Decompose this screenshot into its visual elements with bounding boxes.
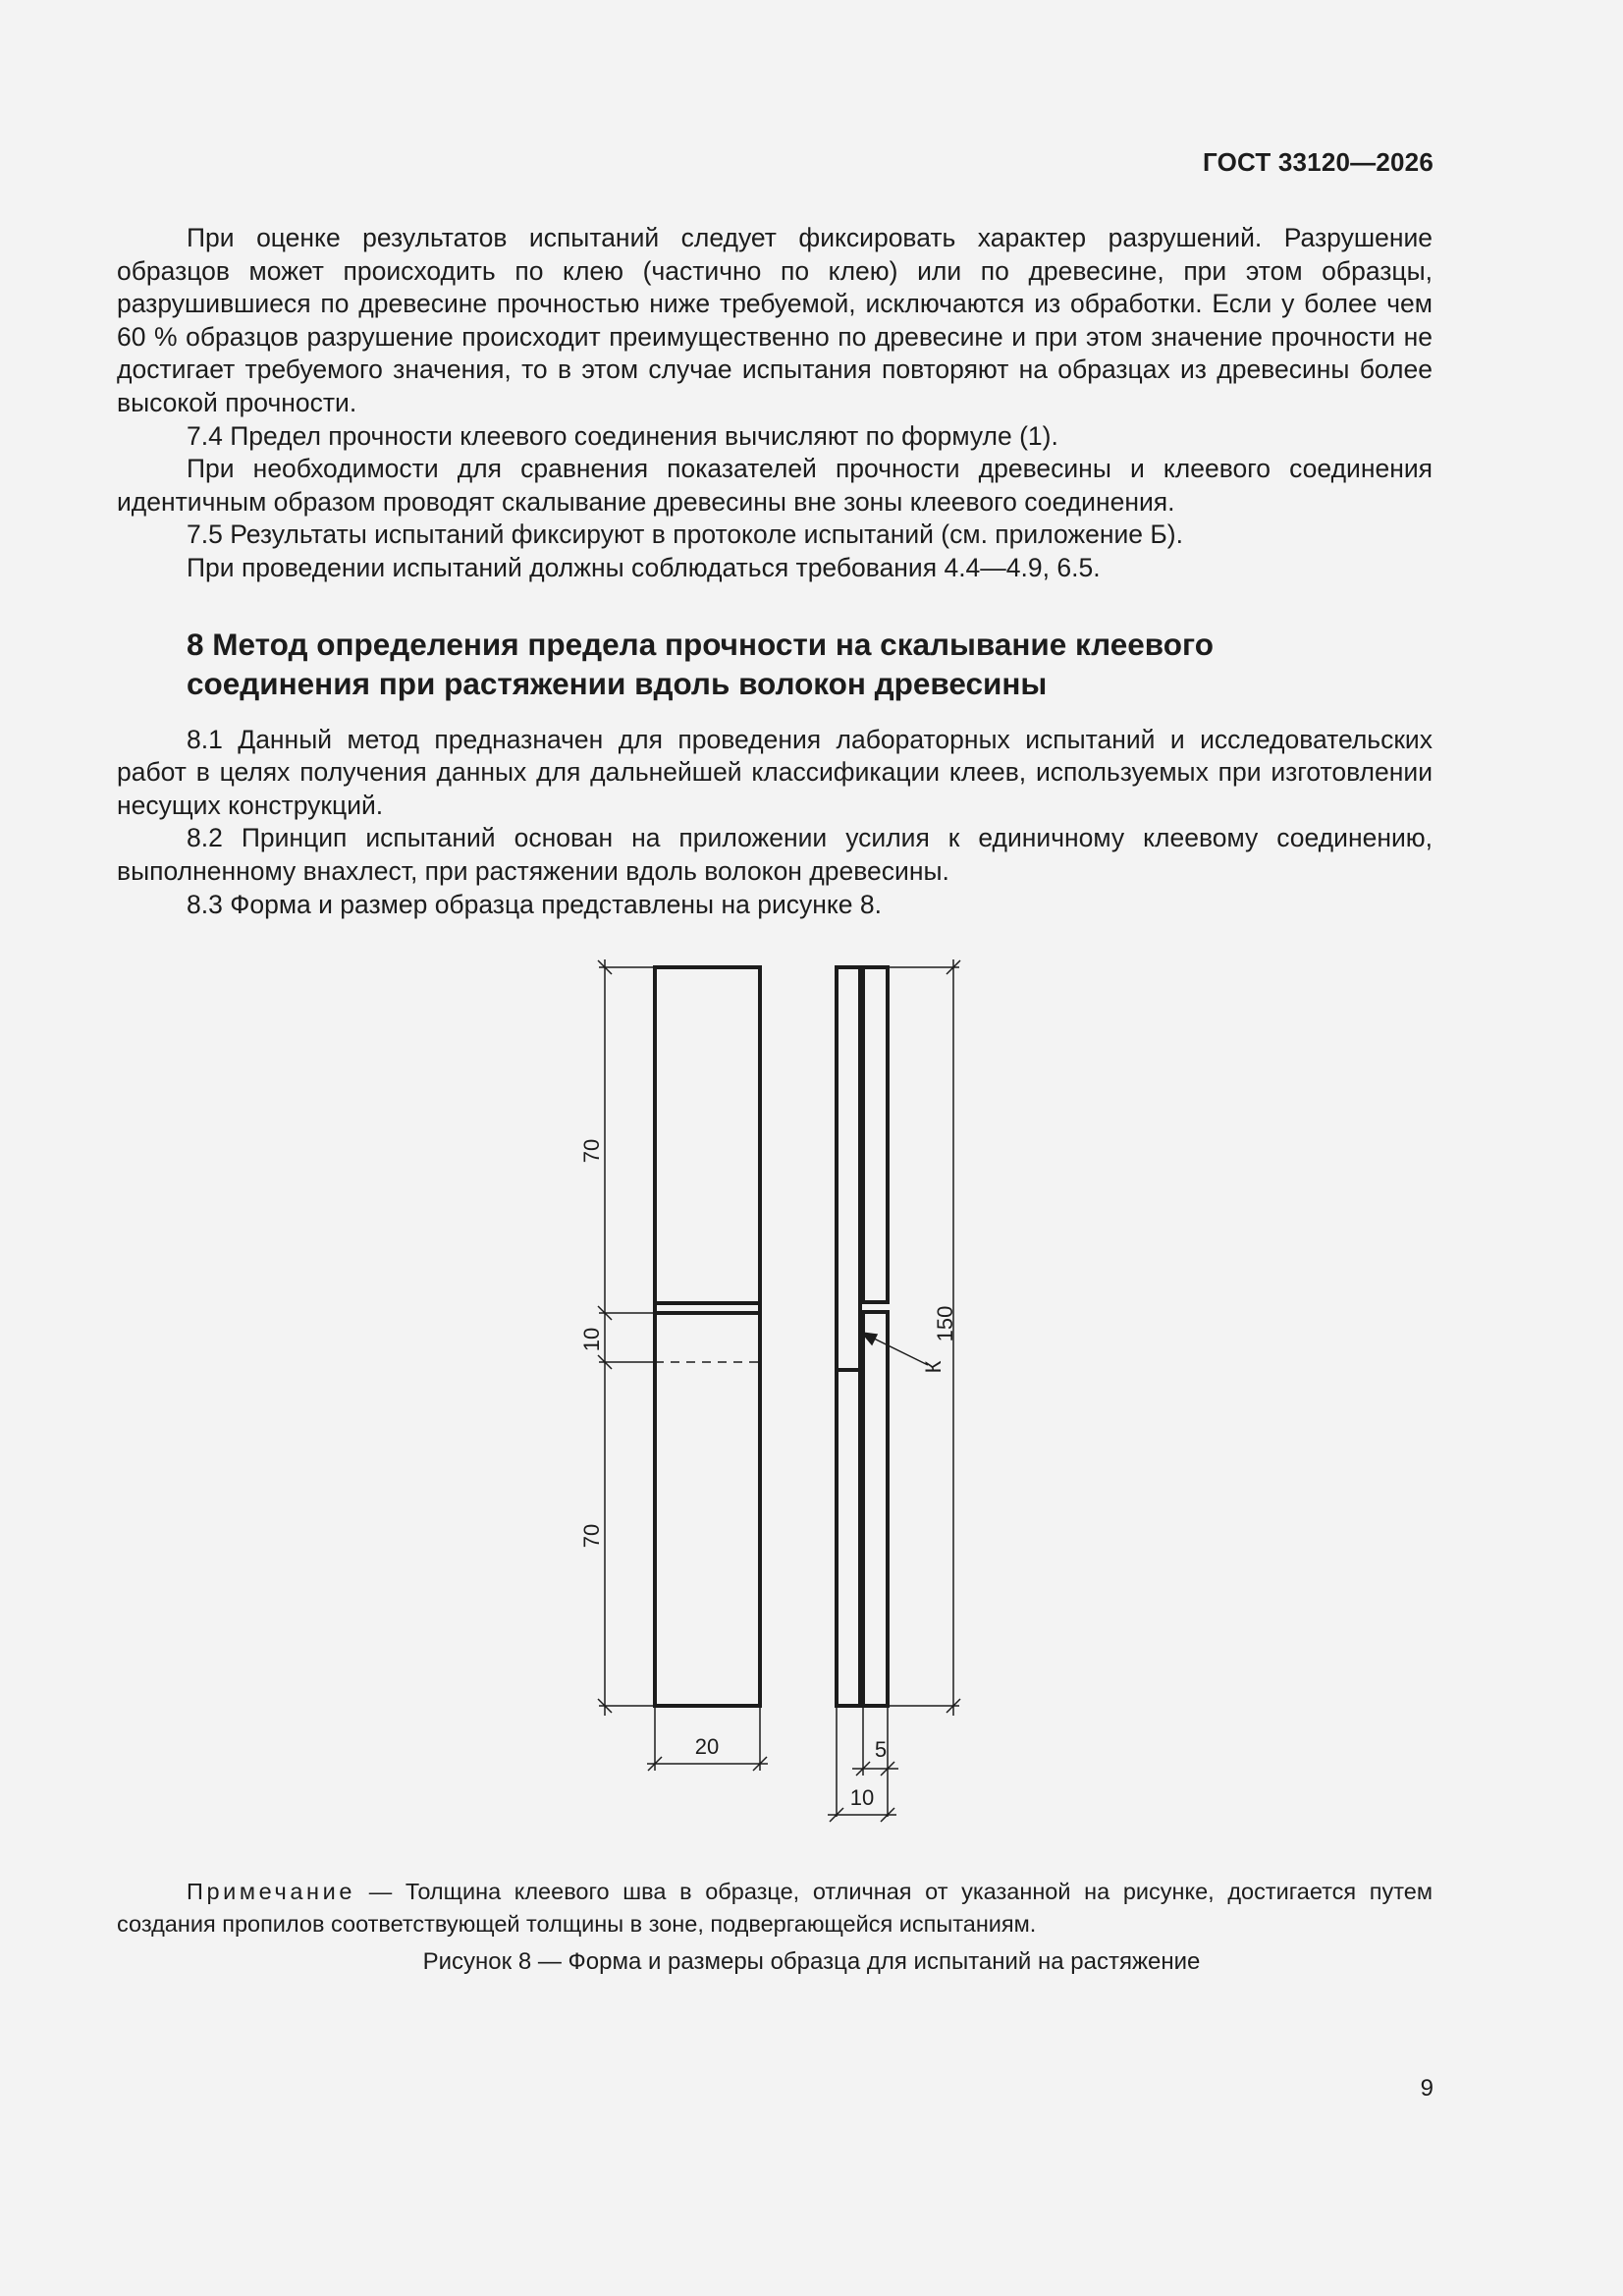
figure-caption: Рисунок 8 — Форма и размеры образца для испытаний на растяжение bbox=[422, 1948, 1201, 1975]
page-number: 9 bbox=[1420, 2075, 1434, 2102]
note-text: — Толщина клеевого шва в образце, отличная от указанной на рисунке, достигается путем создания пропилов соответствующей толщины в зоне, подвергающейся испытаниям. bbox=[117, 1879, 1433, 1937]
dimension-width: 20 bbox=[694, 1734, 720, 1759]
paragraph: При проведении испытаний должны соблюдаться требования 4.4—4.9, 6.5. bbox=[187, 552, 1101, 582]
front-view bbox=[655, 967, 760, 1706]
figure-note bbox=[117, 1876, 1433, 1941]
document-code: ГОСТ 33120—2026 bbox=[1203, 147, 1434, 177]
paragraph: 7.5 Результаты испытаний фиксируют в протоколе испытаний (см. приложение Б). bbox=[187, 519, 1183, 550]
dimension-middle: 10 bbox=[579, 1327, 604, 1352]
side-view bbox=[837, 967, 888, 1706]
total-thickness-dimension bbox=[828, 1808, 896, 1822]
specimen-drawing bbox=[550, 943, 1001, 1827]
body-text bbox=[117, 222, 1433, 921]
dimension-top: 70 bbox=[579, 1138, 604, 1164]
dimension-bottom: 70 bbox=[579, 1523, 604, 1549]
glue-line-leader bbox=[862, 1333, 928, 1365]
label-k: К bbox=[921, 1360, 946, 1374]
paragraph: 8.2 Принцип испытаний основан на приложении усилия к единичному клеевому соединению, выполненному внахлест, при растяжении вдоль волокон древесины. bbox=[117, 823, 1433, 886]
paragraph: При оценке результатов испытаний следует фиксировать характер разрушений. Разрушение образцов может происходить по клею (частично по клею) или по древесине, при этом образцы, разрушившиеся по древесине прочностью ниже требуемой, исключаются из обработки. Если у более чем 60 % образцов разрушение происходит преимущественно по древесине и при этом значение прочности не достигает требуемого значения, то в этом случае испытания повторяют на образцах из древесины более высокой прочности. bbox=[117, 223, 1433, 417]
dimension-total-thickness: 10 bbox=[849, 1785, 875, 1810]
paragraph: 8.1 Данный метод предназначен для проведения лабораторных испытаний и исследовательских работ в целях получения данных для дальнейшей классификации клеев, используемых при изготовлении несущих конструкций. bbox=[117, 724, 1433, 820]
paragraph: При необходимости для сравнения показателей прочности древесины и клеевого соединения идентичным образом проводят скалывание древесины вне зоны клеевого соединения. bbox=[117, 454, 1433, 517]
height-dimension bbox=[598, 959, 655, 1716]
paragraph: 7.4 Предел прочности клеевого соединения вычисляют по формуле (1). bbox=[187, 420, 1058, 451]
dimension-thickness: 5 bbox=[874, 1737, 888, 1762]
section-heading-line: соединения при растяжении вдоль волокон древесины bbox=[187, 665, 1048, 701]
note-label: Примечание bbox=[187, 1879, 356, 1904]
paragraph: 8.3 Форма и размер образца представлены на рисунке 8. bbox=[187, 889, 882, 919]
section-heading-line: 8 Метод определения предела прочности на скалывание клеевого bbox=[187, 626, 1214, 662]
section-heading bbox=[187, 625, 1433, 703]
dimension-length: 150 bbox=[933, 1305, 957, 1342]
